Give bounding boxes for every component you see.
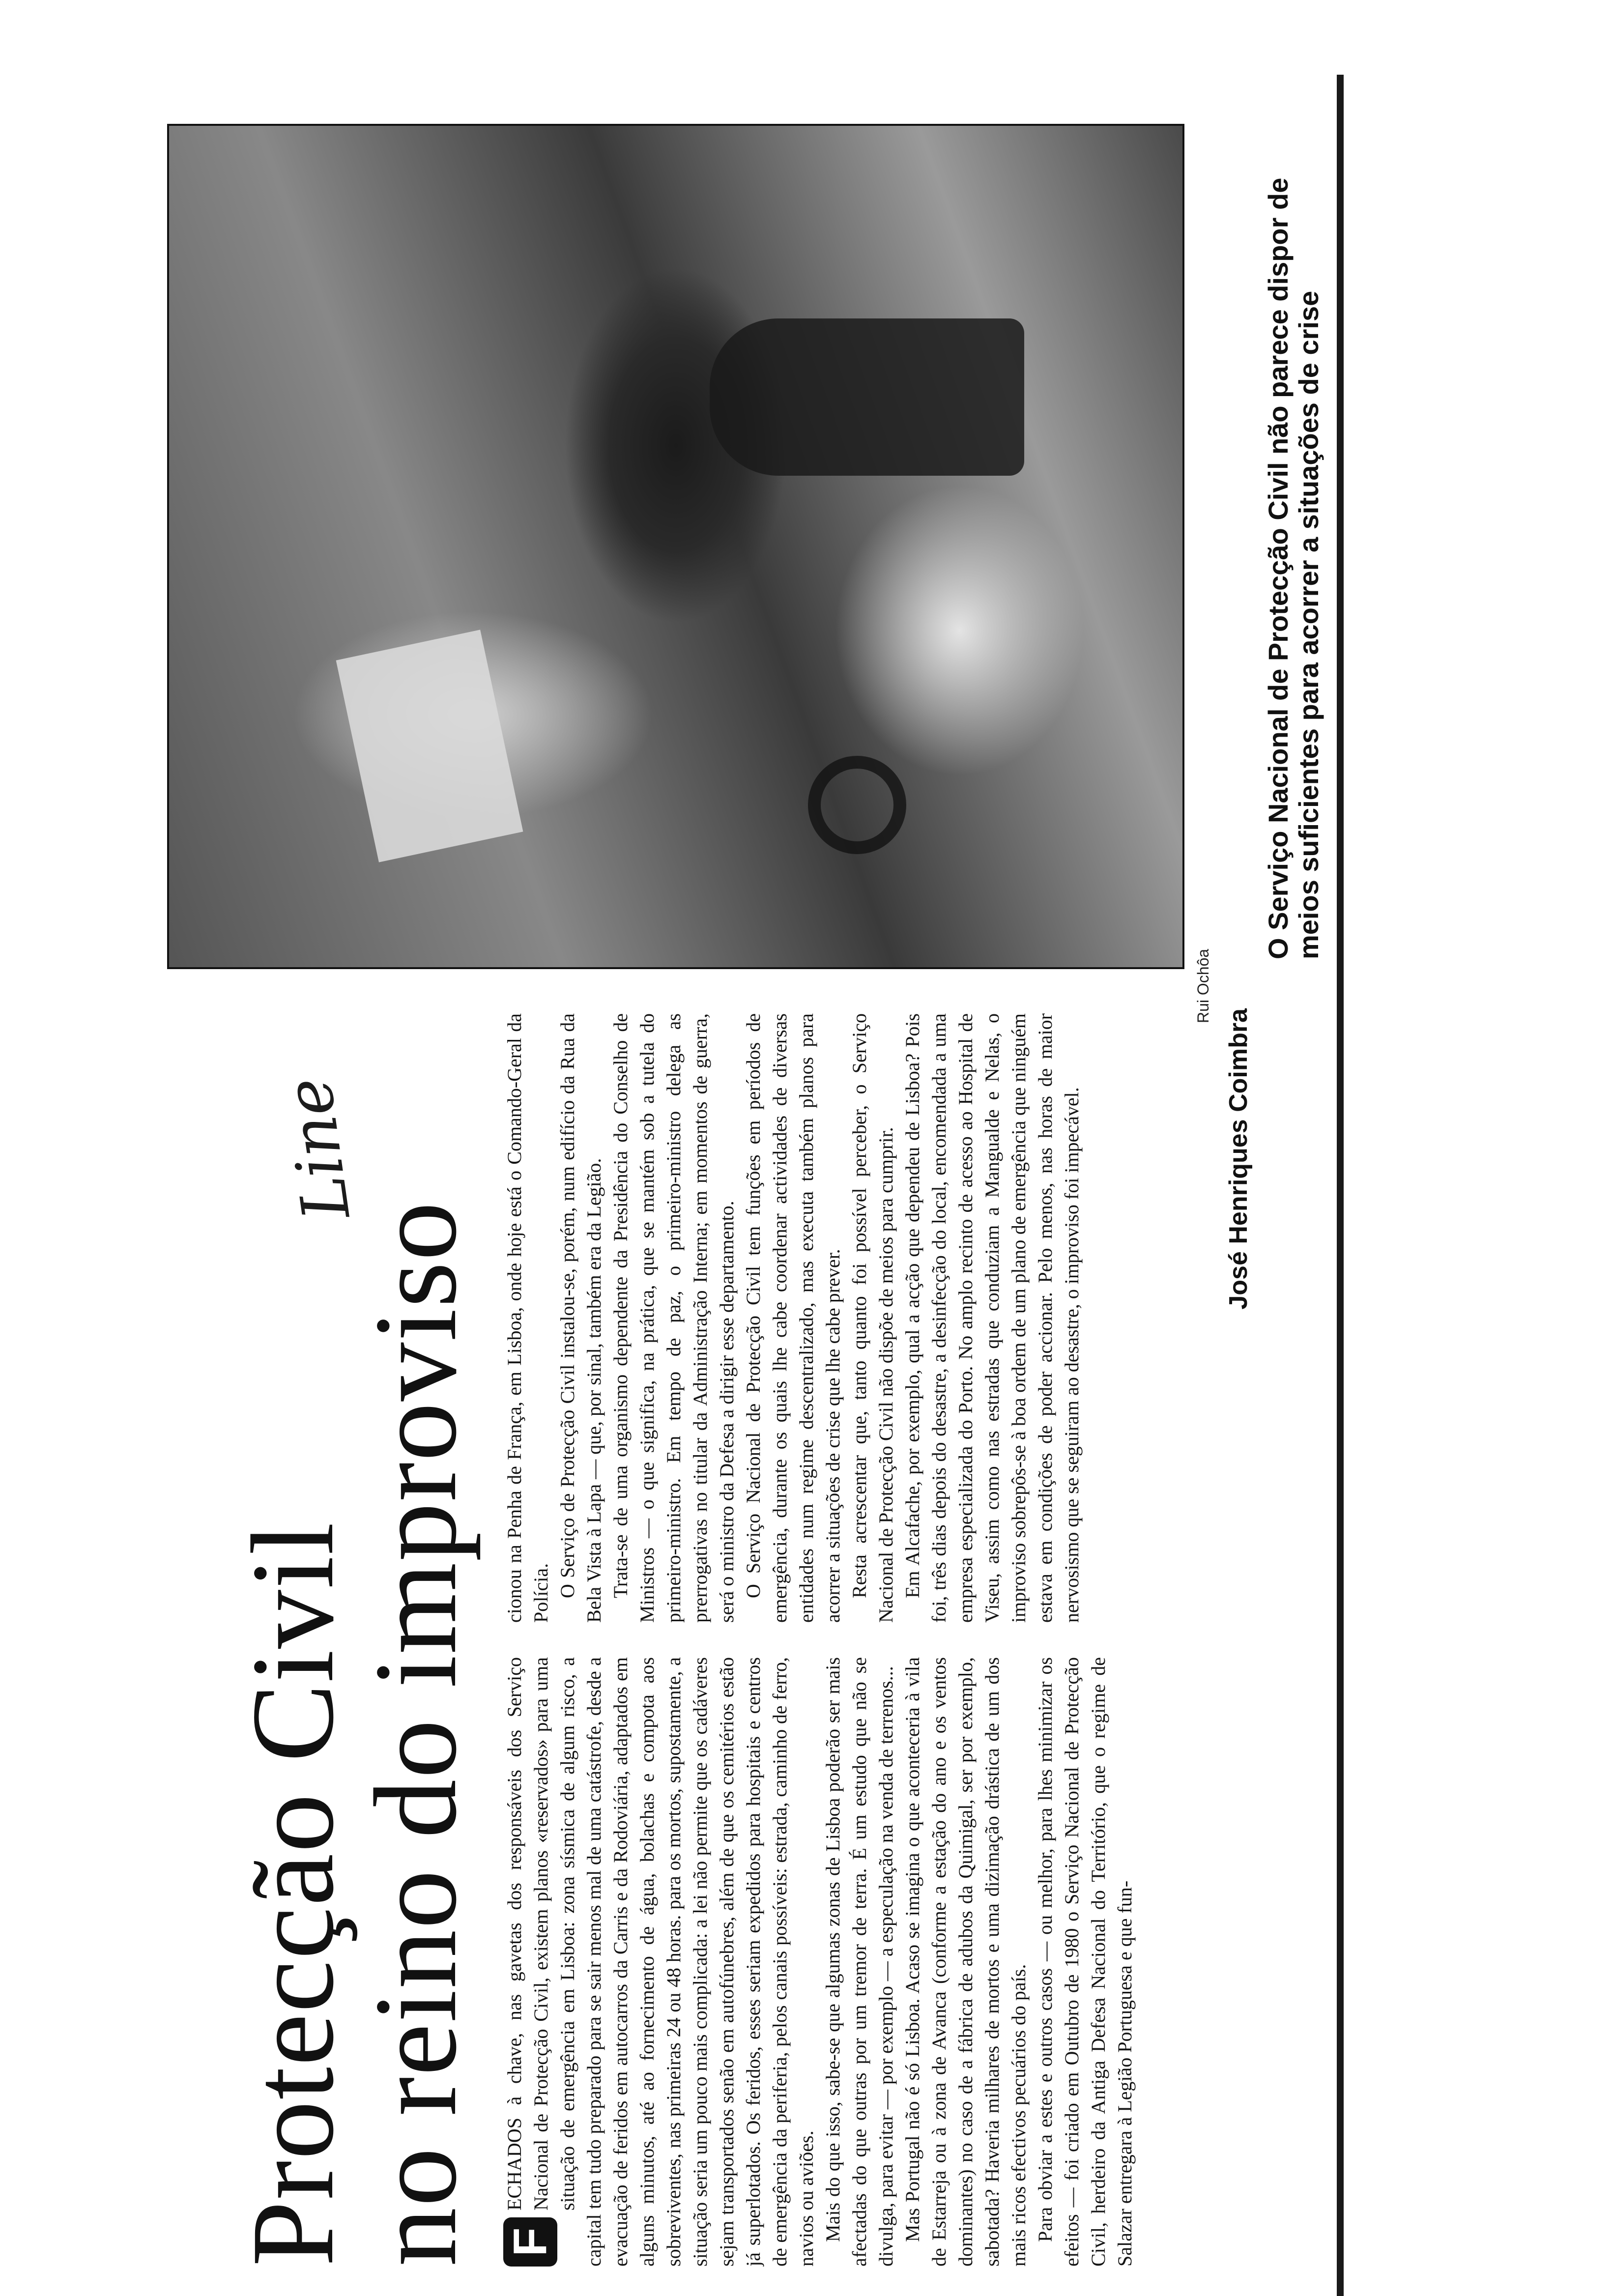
paragraph: Mas Portugal não é só Lisboa. Acaso se imagina o que aconteceria à vila de Estarreja ou à zona de Avanca (conforme a estação do ano e os ventos dominantes) no caso de a fábrica de adubos da Quimigal, ser por exemplo, sabotada? Haveria milhares de mortos e uma dizimação drástica de um dos mais ricos efectivos pecuários do país. — [901, 1657, 1030, 2267]
paragraph: cionou na Penha de França, em Lisboa, onde hoje está o Comando-Geral da Polícia. — [503, 1013, 552, 1623]
article-body — [501, 1013, 1327, 2267]
paragraph: Mais do que isso, sabe-se que algumas zonas de Lisboa poderão ser mais afectadas do que outras por um tremor de terra. É um estudo que não se divulga, para evitar — por exemplo — a especulação na venda de terrenos... — [822, 1657, 897, 2267]
lead-text: ECHADOS à chave, nas gavetas dos responsáveis dos Serviço Nacional de Protecção Civil, existem planos «reservados» para uma situação de emergência em Lisboa: zona sísmica de algum risco, a capital tem tudo preparado para se sair menos mal de uma catástrofe, desde a evacuação de feridos em autocarros da Carris e da Rodoviária, adaptados em alguns minutos, até ao fornecimento de água, bolachas e compota aos sobreviventes, nas primeiras 24 ou 48 horas. para os mortos, supostamente, a situação seria um pouco mais complicada: a lei não permite que os cadáveres sejam transportados senão em autofúnebres, além de que os cemitérios estão já superlotados. Os feridos, esses seriam expedidos para hospitais e centros de emergência da periferia, pelos canais possíveis: estrada, caminho de ferro, navios ou aviões. — [503, 1657, 817, 2267]
photo-credit: Rui Ochôa — [1194, 948, 1212, 1023]
headline — [227, 1038, 481, 2267]
photo-wheel — [808, 756, 906, 854]
paragraph: O Serviço de Protecção Civil instalou-se, porém, num edifício da Rua da Bela Vista à Lapa — que, por sinal, também era da Legião. — [556, 1013, 605, 1623]
article-column-2 — [501, 1013, 1327, 1623]
news-photo — [167, 124, 1184, 969]
column-rule — [1337, 75, 1344, 2296]
photo-caption: O Serviço Nacional de Protecção Civil não parece dispor de meios suficientes para acorrer a situações de crise — [1263, 177, 1324, 959]
photo-debris — [336, 630, 523, 862]
dropcap: F — [503, 2217, 557, 2267]
byline: José Henriques Coimbra — [1224, 1008, 1253, 1310]
lead-paragraph — [501, 1657, 820, 2267]
photo-person — [710, 318, 1024, 476]
paragraph: Resta acrescentar que, tanto quanto foi possível perceber, o Serviço Nacional de Protecção Civil não dispõe de meios para cumprir. — [848, 1013, 897, 1623]
paragraph: Trata-se de uma organismo dependente da Presidência do Conselho de Ministros — o que significa, na prática, que se mantém sob a tutela do primeiro-ministro. Em tempo de paz, o primeiro-ministro delega as prerrogativas no titular da Administração Interna; em momentos de guerra, será o ministro da Defesa a dirigir esse departamento. — [609, 1013, 738, 1623]
paragraph: Em Alcafache, por exemplo, qual a acção que dependeu de Lisboa? Pois foi, três dias depois do desastre, a desinfecção do local, encomendada a uma empresa especializada do Porto. No amplo recinto de acesso ao Hospital de Viseu, assim como nas estradas que conduziam a Mangualde e Nelas, o improviso sobrepôs-se à boa ordem de um plano de emergência que ninguém estava em condições de poder accionar. Pelo menos, nas horas de maior nervosismo que se seguiram ao desastre, o improviso foi impecável. — [901, 1013, 1083, 1623]
paragraph: Para obviar a estes e outros casos — ou melhor, para lhes minimizar os efeitos — foi criado em Outubro de 1980 o Serviço Nacional de Protecção Civil, herdeiro da Antiga Defesa Nacional do Território, que o regime de Salazar entregara à Legião Portuguesa e que fun- — [1034, 1657, 1136, 2267]
article-column-1 — [501, 1657, 1327, 2267]
headline-line-1: Protecção Civil — [227, 1521, 358, 2267]
headline-line-2: no reino do improviso — [350, 1201, 481, 2267]
paragraph: O Serviço Nacional de Protecção Civil tem funções em períodos de emergência, durante os quais lhe cabe coordenar actividades de diversas entidades num regime descentralizado, mas executa também planos para acorrer a situações de crise que lhe cabe prever. — [742, 1013, 844, 1623]
handwritten-note: Line — [270, 1073, 365, 1225]
